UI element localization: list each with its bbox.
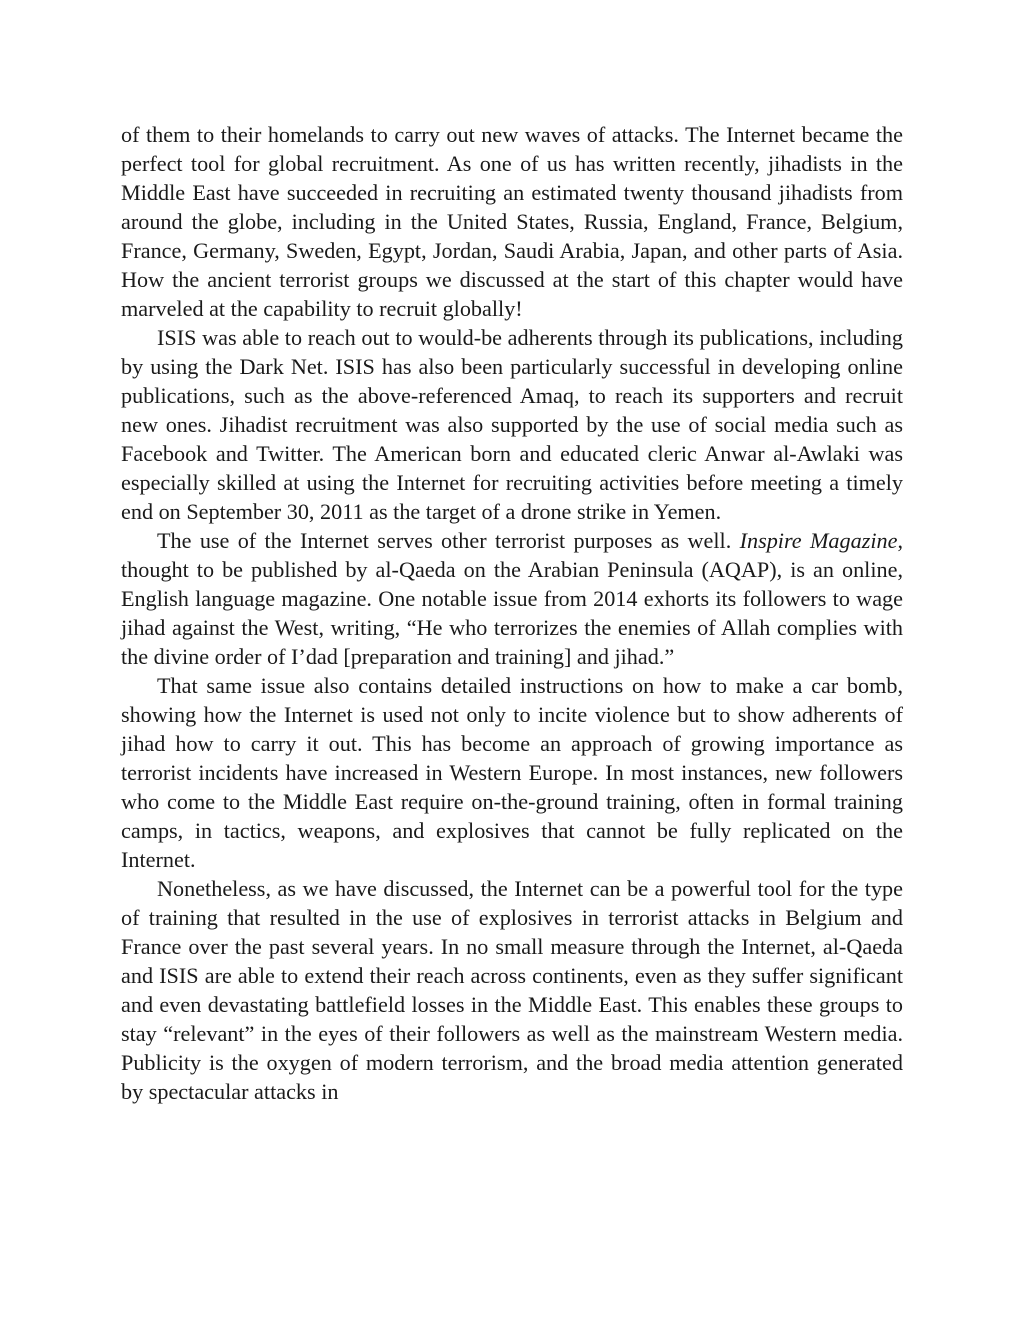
paragraph-inspire-magazine (121, 526, 903, 671)
paragraph-lead: The use of the Internet serves other terrorist purposes as well. (157, 528, 740, 553)
paragraph-car-bomb-instructions: That same issue also contains detailed instructions on how to make a car bomb, showing how the Internet is used not only to incite violence but to show adherents of jihad how to carry it out. This has become an approach of growing importance as terrorist incidents have increased in Western Europe. In most instances, new followers who come to the Middle East require on-the-ground training, often in formal training camps, in tactics, weapons, and explosives that cannot be fully replicated on the Internet. (121, 673, 903, 872)
paragraph-internet-training: Nonetheless, as we have discussed, the Internet can be a powerful tool for the type of training that resulted in the use of explosives in terrorist attacks in Belgium and France over the past several years. In no small measure through the Internet, al-Qaeda and ISIS are able to extend their reach across continents, even as they suffer significant and even devastating battlefield losses in the Middle East. This enables these groups to stay “relevant” in the eyes of their followers as well as the mainstream Western media. Publicity is the oxygen of modern terrorism, and the broad media attention generated by spectacular attacks in (121, 876, 903, 1104)
paragraph-body: , thought to be published by al-Qaeda on the Arabian Peninsula (AQAP), is an online, English language magazine. One notable issue from 2014 exhorts its followers to wage jihad against the West, writing, “He who terrorizes the enemies of Allah complies with the divine order of I’dad [preparation and training] and jihad.” (121, 528, 904, 669)
paragraph-isis-publications: ISIS was able to reach out to would-be adherents through its publications, including by using the Dark Net. ISIS has also been particularly successful in developing online publications, such as the above-referenced Amaq, to reach its supporters and recruit new ones. Jihadist recruitment was also supported by the use of social media such as Facebook and Twitter. The American born and educated cleric Anwar al-Awlaki was especially skilled at using the Internet for recruiting activities before meeting a timely end on September 30, 2011 as the target of a drone strike in Yemen. (121, 325, 903, 524)
publication-title: Inspire Magazine (739, 528, 898, 553)
document-page (121, 120, 903, 1106)
paragraph-recruitment-continued: of them to their homelands to carry out new waves of attacks. The Internet became the perfect tool for global recruitment. As one of us has written recently, jihadists in the Middle East have succeeded in recruiting an estimated twenty thousand jihadists from around the globe, including in the United States, Russia, England, France, Belgium, France, Germany, Sweden, Egypt, Jordan, Saudi Arabia, Japan, and other parts of Asia. How the ancient terrorist groups we discussed at the start of this chapter would have marveled at the capability to recruit globally! (121, 122, 903, 321)
